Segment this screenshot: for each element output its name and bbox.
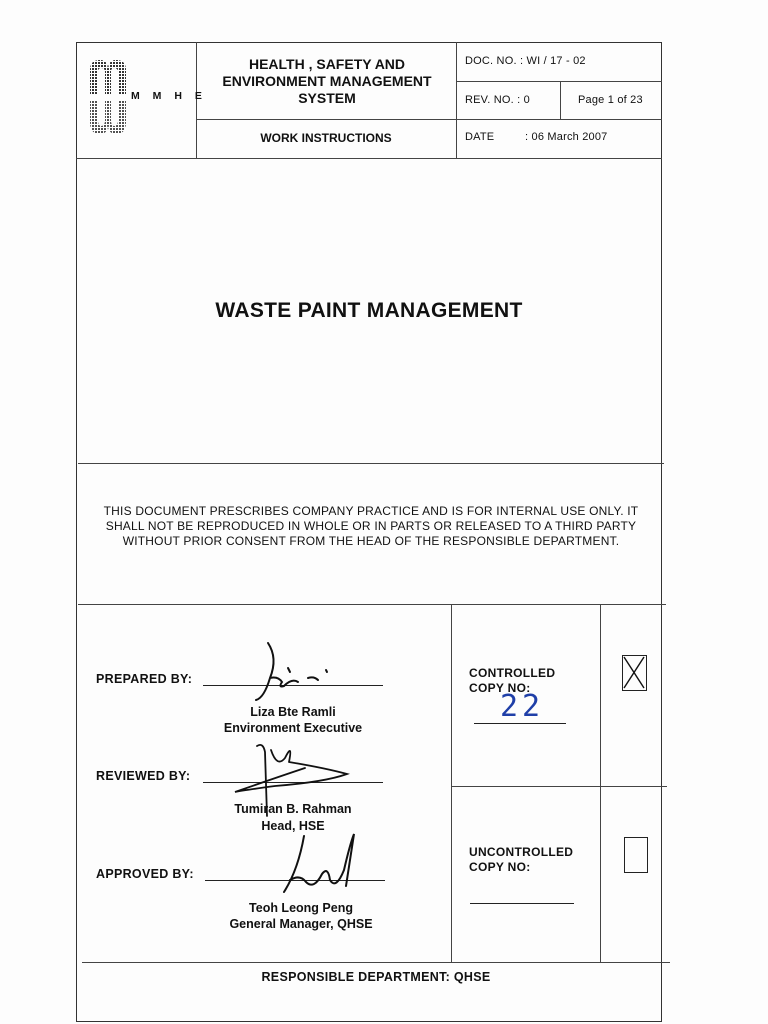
uncontrolled-copy-label: UNCONTROLLED COPY NO:: [469, 845, 574, 874]
header-divider: [196, 119, 662, 120]
header-divider: [560, 81, 561, 119]
approved-by-position: General Manager, QHSE: [229, 917, 373, 931]
company-logo: [86, 56, 130, 138]
section-divider: [78, 604, 666, 605]
page-number: Page 1 of 23: [578, 94, 643, 106]
controlled-copy-number: 22: [500, 689, 545, 724]
reviewed-by-position: Head, HSE: [261, 819, 325, 833]
prepared-by-position: Environment Executive: [223, 721, 363, 735]
confidentiality-notice: THIS DOCUMENT PRESCRIBES COMPANY PRACTICE AND IS FOR INTERNAL USE ONLY. IT SHALL NOT BE REPRODUCED IN WHOLE OR IN PARTS OR RELEASED TO A THIRD PARTY WITHOUT PRIOR CONSENT FROM THE HEAD OF THE RESPONSIBLE DEPARTMENT.: [103, 504, 639, 548]
controlled-copy-label: CONTROLLED COPY NO:: [469, 666, 556, 695]
responsible-department: RESPONSIBLE DEPARTMENT: QHSE: [261, 970, 491, 984]
uncontrolled-checkbox[interactable]: [624, 837, 648, 873]
reviewed-by-label: REVIEWED BY:: [96, 769, 191, 783]
grid-divider: [600, 604, 601, 962]
date-label: DATE: [465, 131, 495, 143]
controlled-checkbox[interactable]: [622, 655, 647, 691]
system-title: HEALTH , SAFETY AND ENVIRONMENT MANAGEMENT SYSTEM: [222, 56, 432, 106]
section-divider: [82, 962, 670, 963]
signature-prepared: [248, 638, 338, 708]
section-divider: [78, 463, 664, 464]
checkmark-x-icon: [623, 656, 645, 689]
copy-number-line: [474, 723, 566, 724]
doc-number: DOC. NO. : WI / 17 - 02: [465, 55, 586, 67]
prepared-by-label: PREPARED BY:: [96, 672, 193, 686]
date-value: : 06 March 2007: [525, 131, 608, 143]
logo-text: M M H E: [131, 90, 207, 102]
copy-number-line: [470, 903, 574, 904]
grid-divider: [451, 786, 667, 787]
approved-by-name: Teoh Leong Peng: [249, 901, 353, 915]
header-divider: [456, 42, 457, 158]
signature-approved: [270, 830, 370, 900]
prepared-by-name: Liza Bte Ramli: [250, 705, 336, 719]
approved-by-label: APPROVED BY:: [96, 867, 194, 881]
revision-number: REV. NO. : 0: [465, 94, 530, 106]
reviewed-by-name: Tumiran B. Rahman: [234, 802, 352, 816]
header-divider: [456, 81, 662, 82]
header-divider: [76, 158, 662, 159]
document-title: WASTE PAINT MANAGEMENT: [215, 299, 523, 322]
grid-divider: [451, 604, 452, 962]
section-label: WORK INSTRUCTIONS: [260, 131, 392, 145]
